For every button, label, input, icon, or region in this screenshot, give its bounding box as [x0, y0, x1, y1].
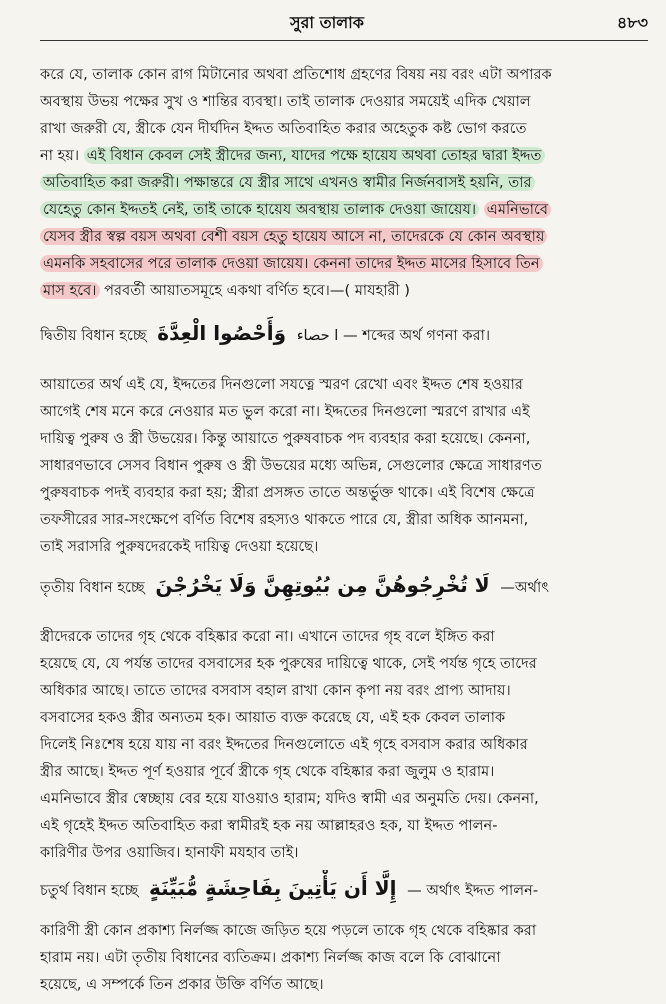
text-line: দায়িত্ব পুরুষ ও স্ত্রী উভয়ের। কিন্তু আয়াতে পুরুষবাচক পদ ব্যবহার করা হয়েছে। কেননা, — [40, 430, 531, 447]
green-highlight: অতিবাহিত করা জরুরী। পক্ষান্তরে যে স্ত্রীর সাথে এখনও স্বামীর নির্জনবাসই হয়নি, তার — [40, 174, 535, 191]
text-line: দিলেই নিঃশেষ হয়ে যায় না বরং ইদ্দতের দিনগুলোতে এই গৃহে বসবাস করার অধিকার — [40, 736, 528, 753]
green-highlight: এই বিধান কেবল সেই স্ত্রীদের জন্য, যাদের পক্ষে হায়েয অথবা তোহর দ্বারা ইদ্দত — [84, 147, 545, 164]
red-highlight: এমনকি সহবাসের পরে তালাক দেওয়া জায়েয। কেননা তাদের ইদ্দত মাসের হিসাবে তিন — [40, 255, 543, 272]
text-line: আগেই শেষ মনে করে নেওয়ার মত ভুল করো না। ইদ্দতের দিনগুলো স্মরণে রাখার এই — [40, 403, 530, 420]
text-line: বসবাসের হকও স্ত্রীর অন্যতম হক। আয়াত ব্যক্ত করেছে যে, এই হক কেবল তালাক — [40, 709, 506, 726]
text-line: সাধারণভাবে সেসব বিধান পুরুষ ও স্ত্রী উভয়ের মধ্যে অভিন্ন, সেগুলোর ক্ষেত্রে সাধারণত — [40, 457, 542, 474]
text-line — [40, 172, 630, 194]
green-highlight: যেহেতু কোন ইদ্দতই নেই, তাই তাকে হায়েয অবস্থায় তালাক দেওয়া জায়েয। — [40, 201, 479, 218]
text-line: রাখা জরুরী যে, স্ত্রীকে যেন দীর্ঘদিন ইদ্দত অতিবাহিত করার অহেতুক কষ্ট ভোগ করতে — [40, 120, 527, 137]
text-line: হয়েছে, এ সম্পর্কে তিন প্রকার উক্তি বর্ণিত আছে। — [40, 976, 324, 993]
rule-heading-3 — [40, 566, 630, 606]
page-header — [0, 4, 666, 38]
text-line: তাই সরাসরি পুরুষদেরকেই দায়িত্ব দেওয়া হয়েছে। — [40, 538, 319, 555]
red-highlight: যেসব স্ত্রীর স্বল্প বয়স অথবা বেশী বয়স হেতু হায়েয আসে না, তাদেরকে যে কোন অবস্থায় — [40, 228, 547, 245]
rule-prefix: দ্বিতীয় বিধান হচ্ছে — [40, 327, 147, 344]
text-line: হয়েছে যে, যে পর্যন্ত তাদের বসবাসের হক পুরুষের দায়িত্বে থাকে, সেই পর্যন্ত গৃহে তাদের — [40, 655, 537, 672]
arabic-verse: وَأَحْصُوا الْعِدَّةَ — [157, 321, 287, 345]
text-line — [40, 253, 630, 275]
rule-suffix: — অর্থাৎ ইদ্দত পালন- — [407, 882, 539, 899]
arabic-verse: لَا تُخْرِجُوهُنَّ مِن بُيُوتِهِنَّ وَلَا يَخْرُجْنَ — [155, 573, 490, 597]
text-line: স্ত্রীর আছে। ইদ্দত পূর্ণ হওয়ার পূর্বে স্ত্রীকে গৃহ থেকে বহিষ্কার করা জুলুম ও হারাম। — [40, 763, 495, 780]
text-line: করে যে, তালাক কোন রাগ মিটানোর অথবা প্রতিশোধ গ্রহণের বিষয় নয় বরং এটা অপারক — [40, 66, 552, 83]
rule-prefix: চতুর্থ বিধান হচ্ছে — [40, 882, 139, 899]
rule-heading-2 — [40, 316, 630, 352]
header-rule — [40, 40, 648, 41]
text-line: স্ত্রীদেরকে তাদের গৃহ থেকে বহিষ্কার করো না। এখানে তাদের গৃহ বলে ইঙ্গিত করা — [40, 628, 495, 645]
text-line: পুরুষবাচক পদই ব্যবহার করা হয়; স্ত্রীরা প্রসঙ্গত তাতে অন্তর্ভুক্ত থাকে। এই বিশেষ ক্ষেত্রে — [40, 484, 535, 501]
text-line: কারিণী স্ত্রী কোন প্রকাশ্য নির্লজ্জ কাজে জড়িত হয়ে পড়লে তাকে গৃহ থেকে বহিষ্কার করা — [40, 922, 537, 939]
red-highlight: মাস হবে। — [40, 282, 100, 299]
text-line — [40, 226, 630, 248]
text-line — [40, 145, 630, 167]
text-line: আয়াতের অর্থ এই যে, ইদ্দতের দিনগুলো সযত্নে স্মরণ রেখো এবং ইদ্দত শেষ হওয়ার — [40, 376, 523, 393]
text-segment: না হয়। — [40, 147, 80, 164]
text-line: এই গৃহেই ইদ্দত অতিবাহিত করা স্বামীরই হক নয় আল্লাহরও হক, যা ইদ্দত পালন- — [40, 817, 498, 834]
text-line: অধিকার আছে। তাতে তাদের বসবাস বহাল রাখা কোন কৃপা নয় বরং প্রাপ্য আদায়। — [40, 682, 511, 699]
arabic-verse: إِلَّا أَن يَأْتِينَ بِفَاحِشَةٍ مُّبَيِّنَةٍ — [148, 876, 397, 900]
running-title: সুরা তালাক — [290, 13, 364, 32]
rule-suffix: —অর্থাৎ — [500, 579, 550, 596]
text-line: অবস্থায় উভয় পক্ষের সুখ ও শান্তির ব্যবস্থা। তাই তালাক দেওয়ার সময়েই এদিক খেয়াল — [40, 93, 531, 110]
page-number: ৪৮৩ — [616, 13, 648, 32]
text-line — [40, 199, 630, 221]
text-line — [40, 280, 630, 302]
text-line: তফসীরের সার-সংক্ষেপে বর্ণিত বিশেষ রহস্যও থাকতে পারে যে, স্ত্রীরা অধিক আনমনা, — [40, 511, 529, 528]
text-segment: পরবর্তী আয়াতসমূহে একথা বর্ণিত হবে।—( মাযহারী ) — [104, 282, 410, 299]
rule-suffix: ا حصاء — শব্দের অর্থ গণনা করা। — [296, 327, 491, 344]
text-line: কারিণীর উপর ওয়াজিব। হানাফী মযহাব তাই। — [40, 844, 299, 861]
rule-heading-4 — [40, 870, 630, 908]
rule-prefix: তৃতীয় বিধান হচ্ছে — [40, 579, 145, 596]
red-highlight: এমনিভাবে — [484, 201, 551, 218]
text-line: এমনিভাবে স্ত্রীর স্বেচ্ছায় বের হয়ে যাওয়াও হারাম; যদিও স্বামী এর অনুমতি দেয়। কেননা, — [40, 790, 539, 807]
text-line: হারাম নয়। এটা তৃতীয় বিধানের ব্যতিক্রম। প্রকাশ্য নির্লজ্জ কাজ বলে কি বোঝানো — [40, 949, 501, 966]
